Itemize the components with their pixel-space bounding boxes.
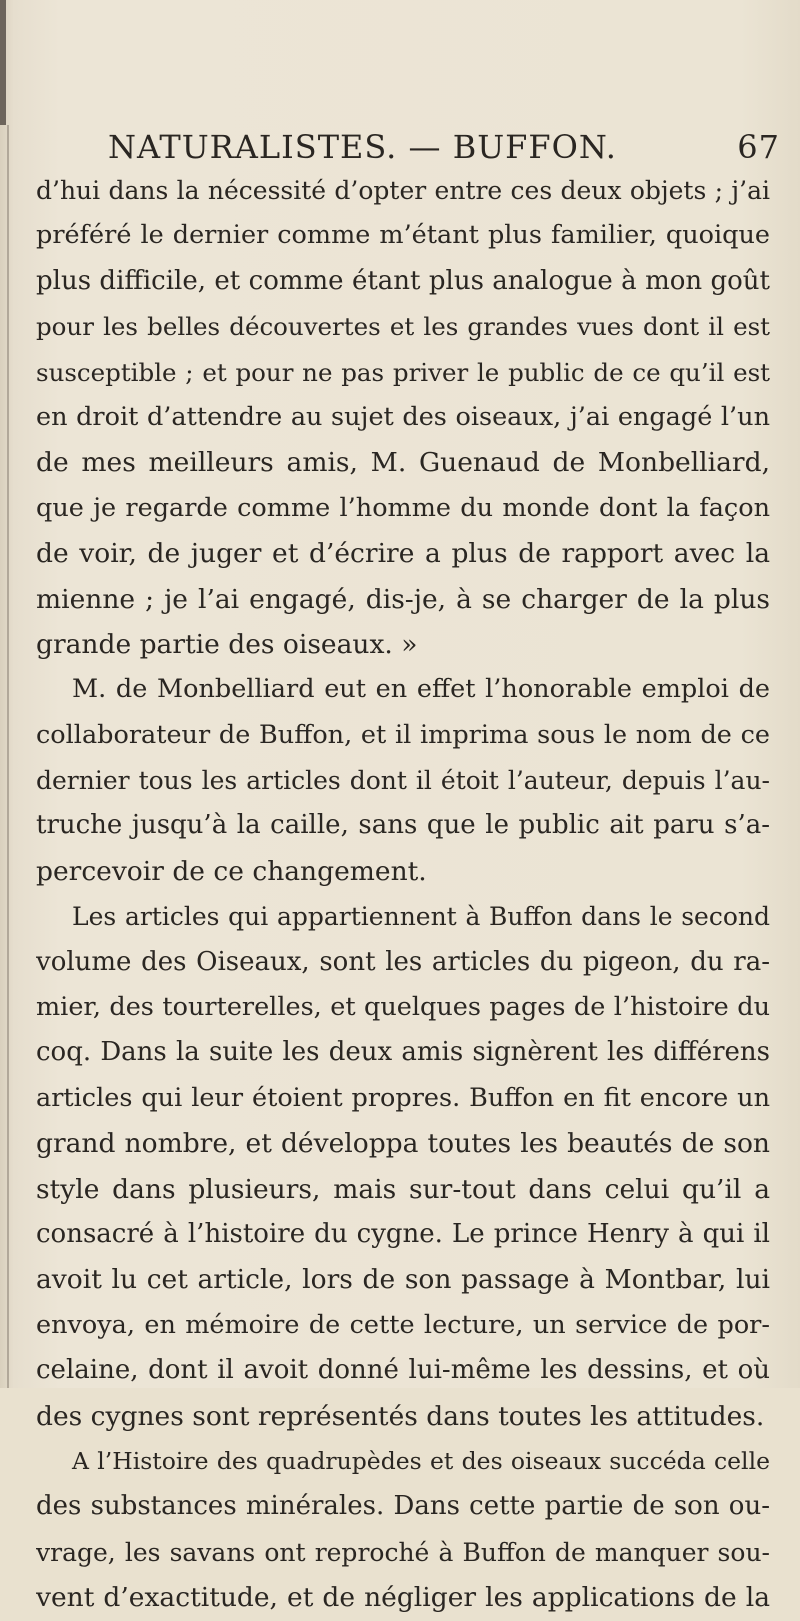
page-header <box>100 128 780 168</box>
text-line: volume des Oiseaux, sont les articles du pigeon, du ra- <box>36 946 770 977</box>
text-line: que je regarde comme l’homme du monde dont la façon <box>36 492 770 523</box>
text-line: coq. Dans la suite les deux amis signèrent les différens <box>36 1037 770 1068</box>
text-line: dernier tous les articles dont il étoit l’auteur, depuis l’au- <box>36 766 770 796</box>
page-binding-shadow <box>0 0 6 125</box>
running-title: NATURALISTES. — BUFFON. <box>108 128 617 166</box>
text-line: en droit d’attendre au sujet des oiseaux, j’ai engagé l’un <box>36 401 770 432</box>
text-line: préféré le dernier comme m’étant plus familier, quoique <box>36 220 770 251</box>
text-line: consacré à l’histoire du cygne. Le prince Henry à qui il <box>36 1218 770 1249</box>
page-edge <box>7 125 9 1388</box>
text-line: vent d’exactitude, et de négliger les applications de la <box>36 1582 770 1614</box>
text-line: celaine, dont il avoit donné lui-même les dessins, et où <box>36 1355 770 1386</box>
text-line: vrage, les savans ont reproché à Buffon de manquer sou- <box>36 1537 770 1567</box>
text-line: avoit lu cet article, lors de son passage à Montbar, lui <box>36 1264 770 1296</box>
text-line: mier, des tourterelles, et quelques pages de l’histoire du <box>36 992 770 1023</box>
text-line: de mes meilleurs amis, M. Guenaud de Monbelliard, <box>36 447 770 479</box>
text-line: style dans plusieurs, mais sur-tout dans celui qu’il a <box>36 1173 770 1205</box>
text-line: truche jusqu’à la caille, sans que le public ait paru s’a- <box>36 810 770 841</box>
text-line: des substances minérales. Dans cette partie de son ou- <box>36 1491 770 1522</box>
text-line: Les articles qui appartiennent à Buffon dans le second <box>72 902 770 932</box>
text-line: de voir, de juger et d’écrire a plus de rapport avec la <box>36 538 770 570</box>
text-line: grand nombre, et développa toutes les beautés de son <box>36 1128 770 1160</box>
text-line: articles qui leur étoient propres. Buffon en fit encore un <box>36 1082 770 1113</box>
page-number: 67 <box>737 128 780 166</box>
text-line: A l’Histoire des quadrupèdes et des oiseaux succéda celle <box>72 1446 770 1475</box>
text-line: mienne ; je l’ai engagé, dis-je, à se charger de la plus <box>36 583 770 615</box>
body-text <box>36 168 770 1621</box>
text-line: d’hui dans la nécessité d’opter entre ces deux objets ; j’ai <box>36 176 770 205</box>
text-line: plus difficile, et comme étant plus analogue à mon goût <box>36 265 770 296</box>
text-line: grande partie des oiseaux. » <box>36 628 418 660</box>
text-line: pour les belles découvertes et les grandes vues dont il est <box>36 312 770 342</box>
text-line: des cygnes sont représentés dans toutes les attitudes. <box>36 1400 765 1432</box>
text-line: collaborateur de Buffon, et il imprima sous le nom de ce <box>36 719 770 750</box>
text-line: susceptible ; et pour ne pas priver le public de ce qu’il est <box>36 357 770 387</box>
text-line: percevoir de ce changement. <box>36 855 427 887</box>
text-line: M. de Monbelliard eut en effet l’honorable emploi de <box>72 674 770 705</box>
text-line: envoya, en mémoire de cette lecture, un service de por- <box>36 1309 770 1340</box>
